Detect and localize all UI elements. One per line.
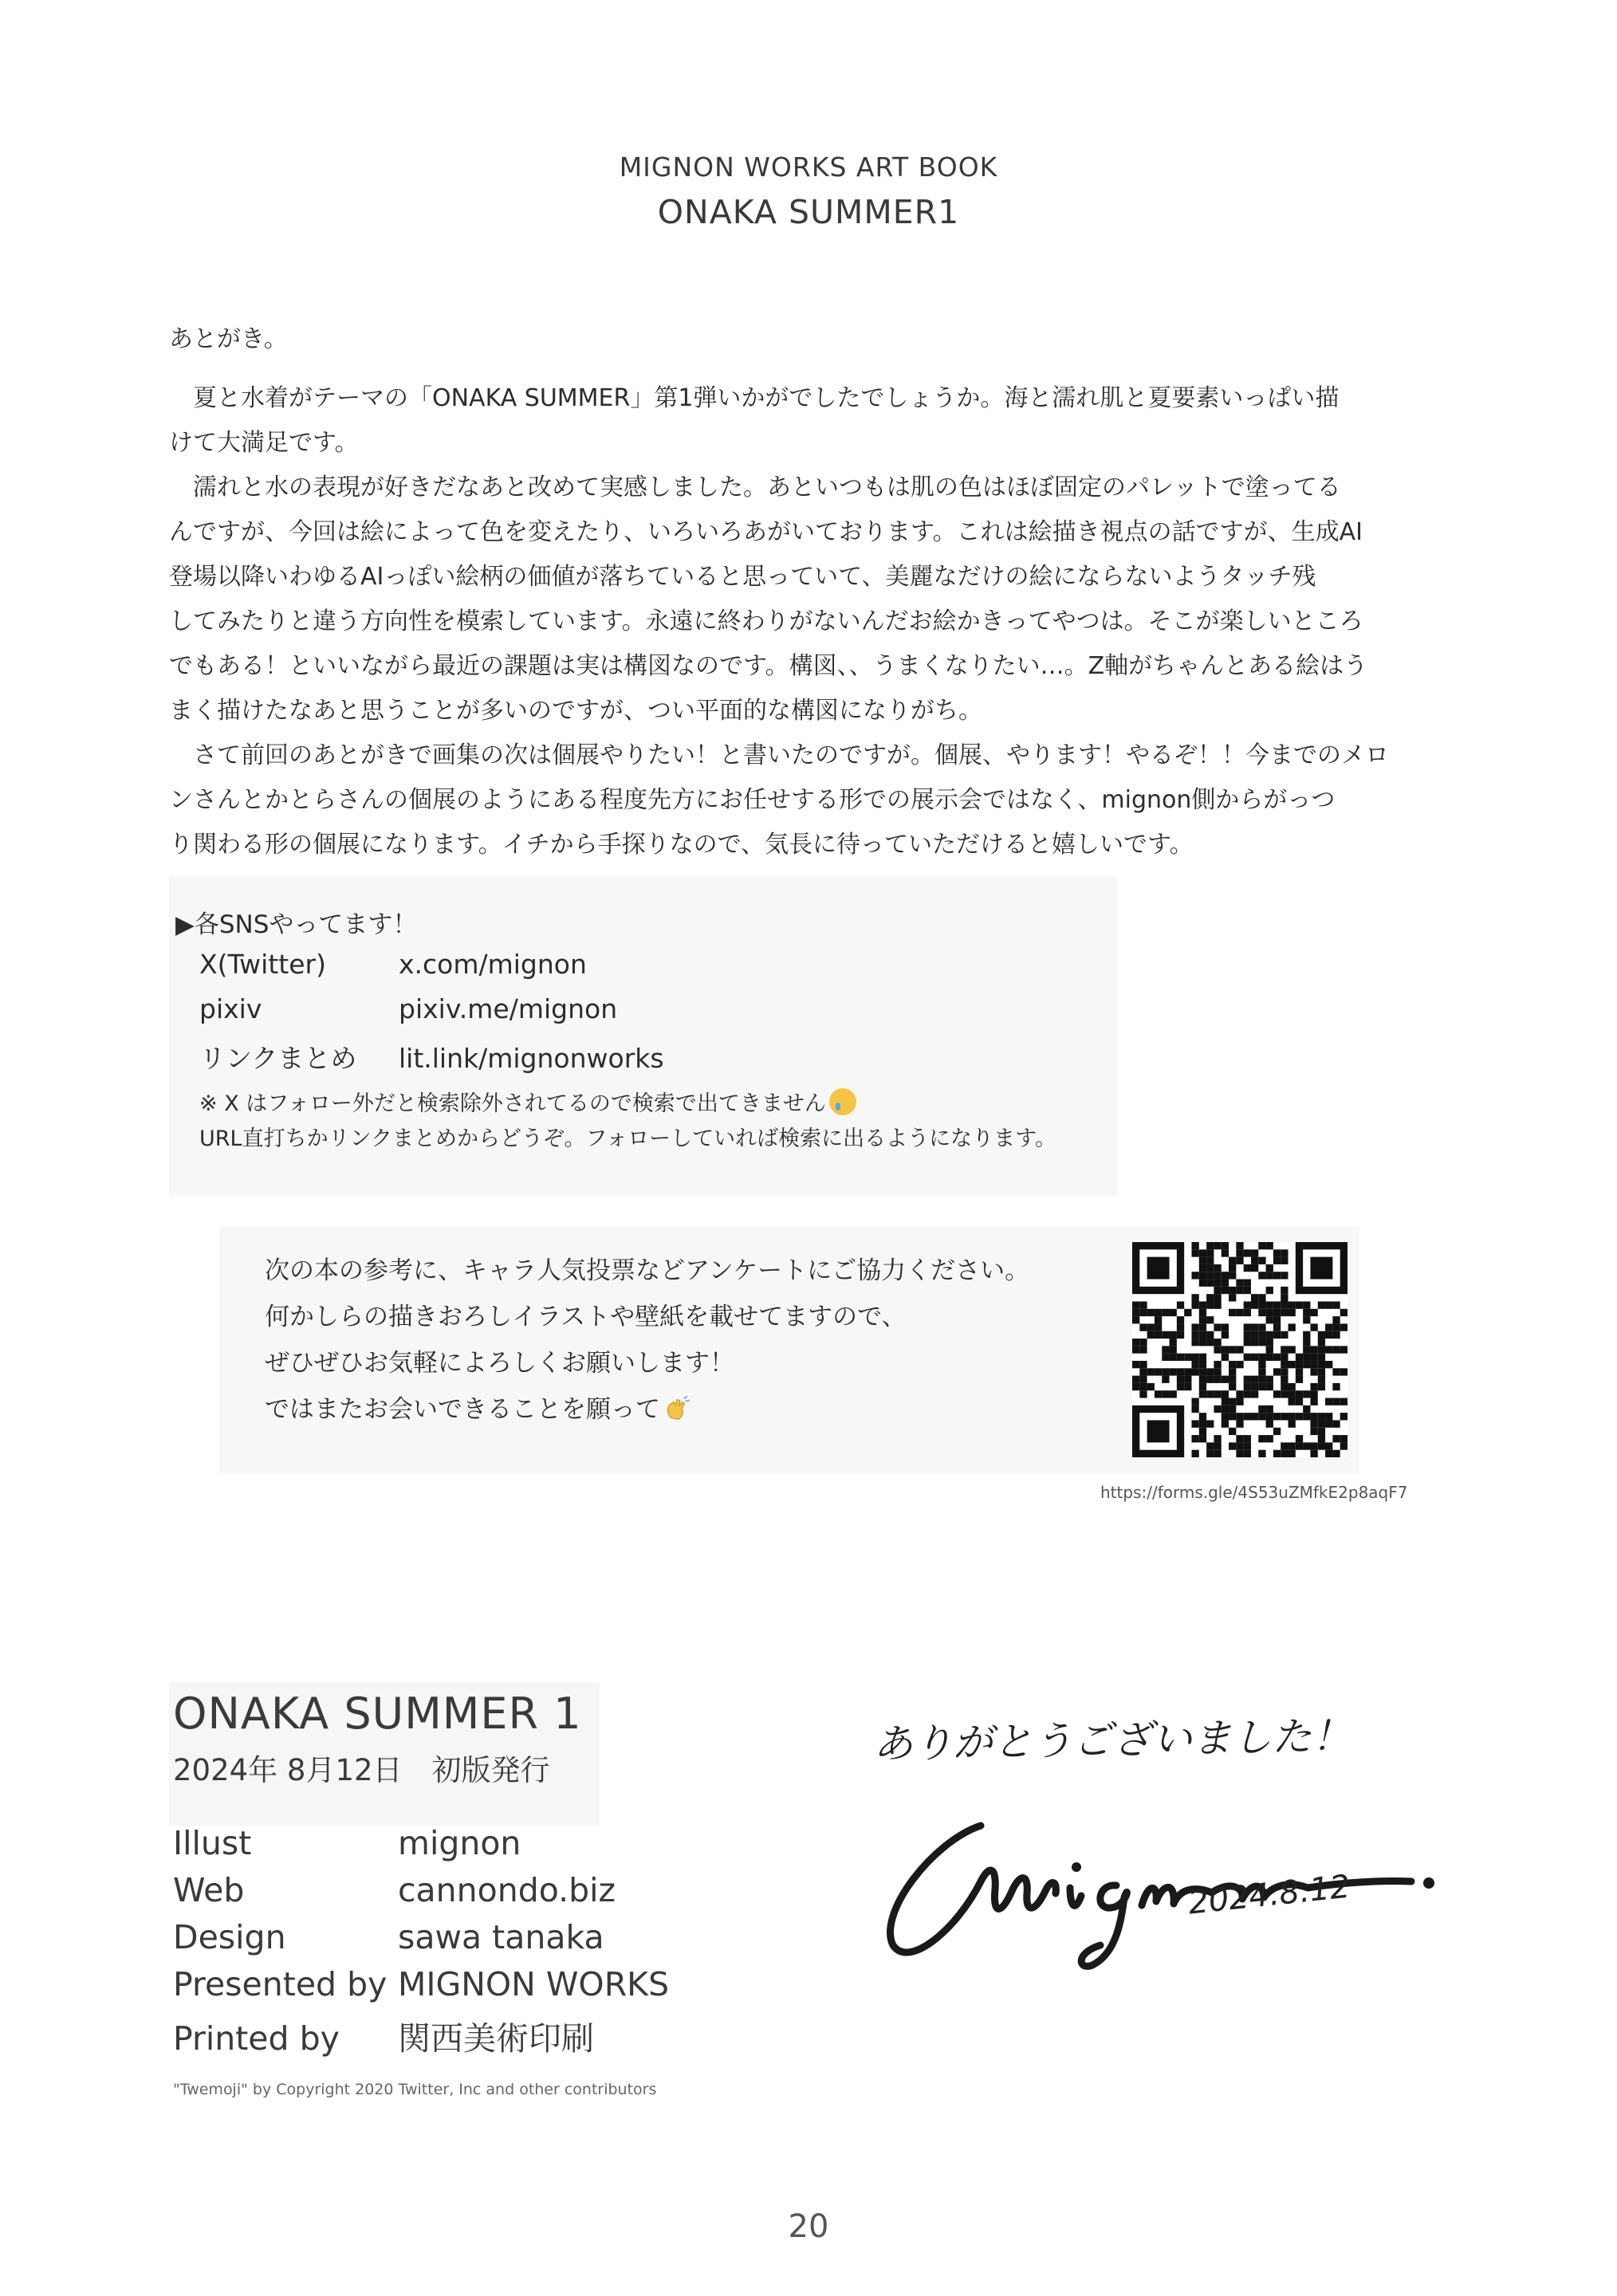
book-series-title: MIGNON WORKS ART BOOK: [619, 151, 998, 183]
survey-line-last: [265, 1389, 690, 1425]
survey-line: 次の本の参考に、キャラ人気投票などアンケートにご協力ください。: [265, 1256, 1030, 1285]
survey-url[interactable]: https://forms.gle/4S53uZMfkE2p8aqF7: [1100, 1483, 1408, 1502]
colophon-value: MIGNON WORKS: [398, 1965, 670, 2003]
afterword-line: けて大満足です。: [169, 429, 359, 457]
sns-link-litlink[interactable]: lit.link/mignonworks: [399, 1043, 664, 1074]
survey-qr-code[interactable]: [1132, 1242, 1348, 1457]
survey-line: 何かしらの描きおろしイラストや壁紙を載せてますので、: [265, 1303, 907, 1331]
afterword-line: 濡れと水の表現が好きだなあと改めて実感しました。あといつもは肌の色はほぼ固定のパレットで塗ってる: [169, 474, 1341, 501]
sns-row-x: [199, 949, 587, 980]
sns-link-pixiv[interactable]: pixiv.me/mignon: [399, 993, 618, 1024]
sns-note-1: [199, 1086, 856, 1117]
sns-note-1-text: ※ X はフォロー外だと検索除外されてるので検索で出てきません: [199, 1091, 826, 1116]
sns-note-2: URL直打ちかリンクまとめからどうぞ。フォローしていれば検索に出るようになります。: [199, 1126, 1056, 1151]
survey-line-text: ではまたお会いできることを願って: [265, 1395, 660, 1424]
colophon-label: Presented by: [173, 1965, 388, 2003]
twemoji-credit: "Twemoji" by Copyright 2020 Twitter, Inc and other contributors: [173, 2081, 657, 2098]
colophon-label: Printed by: [173, 2019, 340, 2058]
colophon-row: [173, 1965, 669, 2003]
colophon-value: 関西美術印刷: [398, 2019, 594, 2058]
colophon-label: Web: [173, 1871, 245, 1909]
afterword-line: 夏と水着がテーマの「ONAKA SUMMER」第1弾いかがでしたでしょうか。海と濡れ肌と夏要素いっぱい描: [169, 384, 1340, 412]
afterword-line: ンさんとかとらさんの個展のようにある程度先方にお任せする形での展示会ではなく、mignon側からがっつ: [169, 786, 1336, 814]
page-number: 20: [788, 2208, 829, 2245]
colophon-value: sawa tanaka: [398, 1918, 604, 1956]
sns-label: pixiv: [199, 993, 262, 1024]
sns-row-pixiv: [199, 993, 617, 1024]
handwritten-thanks: ありがとうございました！: [872, 1712, 1352, 1767]
colophon-label: Illust: [173, 1824, 252, 1862]
colophon-row: [173, 1918, 604, 1956]
afterword-line: んですが、今回は絵によって色を変えたり、いろいろあがいております。これは絵描き視点の話ですが、生成AI: [169, 518, 1363, 546]
colophon-label: Design: [173, 1918, 286, 1956]
crying-face-icon: [829, 1088, 856, 1115]
colophon-value: cannondo.biz: [398, 1871, 616, 1909]
afterword-line: でもある！といいながら最近の課題は実は構図なのです。構図、、うまくなりたい…。Z軸がちゃんとある絵はう: [169, 652, 1368, 680]
colophon-row: [173, 1824, 521, 1862]
afterword-line: り関わる形の個展になります。イチから手探りなので、気長に待っていただけると嬉しいです。: [169, 831, 1194, 859]
colophon-title: ONAKA SUMMER 1: [173, 1689, 582, 1739]
colophon-row: [173, 2012, 594, 2059]
waving-hand-icon: [663, 1395, 690, 1422]
signature-date: 2024.8.12: [1186, 1868, 1352, 1922]
afterword-line: 登場以降いわゆるAIっぽい絵柄の価値が落ちていると思っていて、美麗なだけの絵にならないようタッチ残: [169, 563, 1316, 591]
book-title: ONAKA SUMMER1: [657, 193, 960, 231]
sns-link-x[interactable]: x.com/mignon: [399, 949, 587, 980]
afterword-greeting: あとがき。: [169, 325, 288, 353]
colophon-row: [173, 1871, 616, 1909]
afterword-line: さて前回のあとがきで画集の次は個展やりたい！と書いたのですが。個展、やります！やるぞ！！今までのメロ: [169, 741, 1389, 769]
colophon-value: mignon: [398, 1824, 521, 1862]
survey-line: ぜひぜひお気軽によろしくお願いします！: [265, 1349, 734, 1378]
afterword-line: まく描けたなあと思うことが多いのですが、つい平面的な構図になりがち。: [169, 697, 982, 725]
colophon-date: 2024年 8月12日 初版発行: [173, 1753, 550, 1787]
afterword-line: してみたりと違う方向性を模索しています。永遠に終わりがないんだお絵かきってやつは。そこが楽しいところ: [169, 607, 1363, 635]
sns-row-litlink: [199, 1038, 664, 1075]
sns-label: リンクまとめ: [199, 1043, 357, 1074]
afterword: [169, 317, 1453, 867]
sns-label: X(Twitter): [199, 949, 326, 980]
handwritten-signature: [861, 1794, 1451, 1977]
sns-heading: ▶各SNSやってます！: [175, 910, 418, 939]
